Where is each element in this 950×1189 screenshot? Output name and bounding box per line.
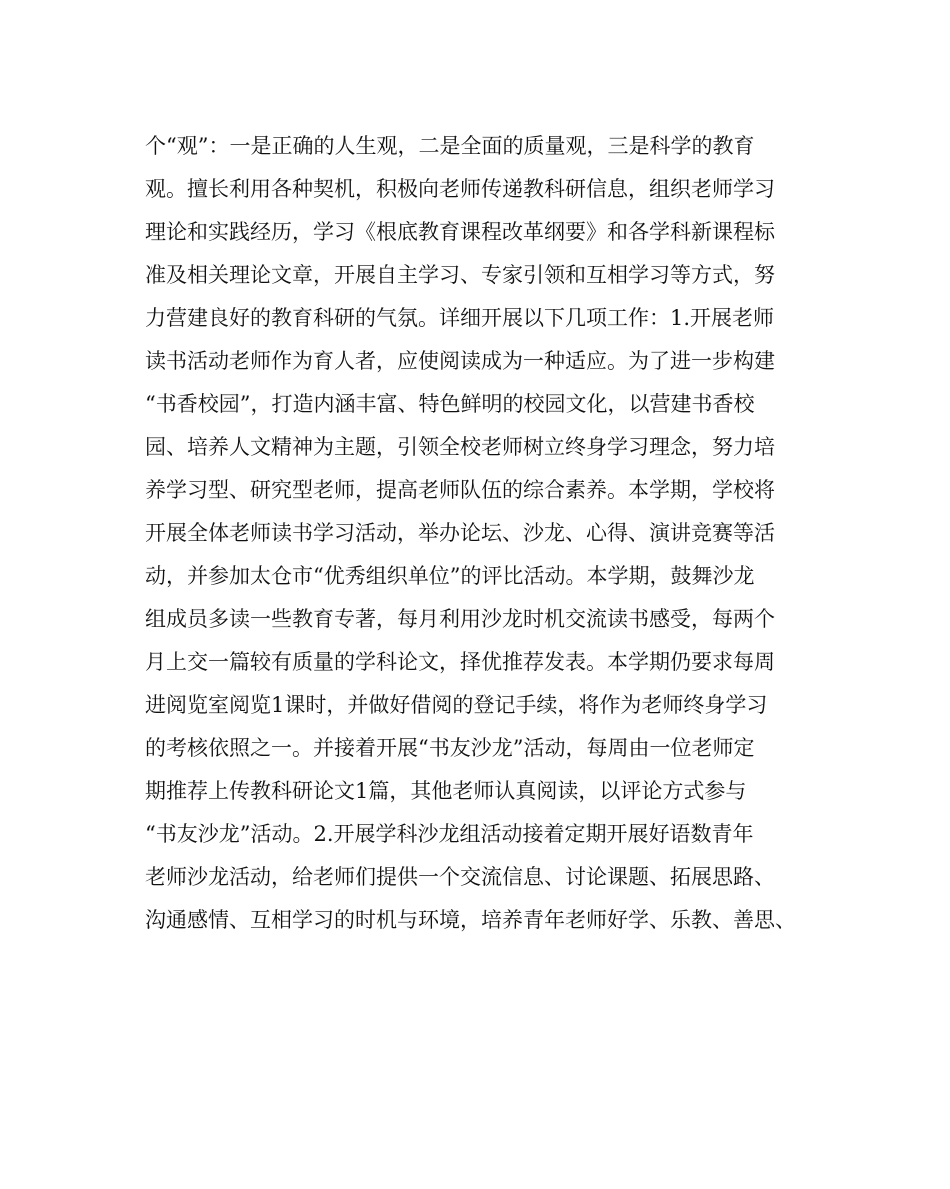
text-line: 力营建良好的教育科研的气氛。详细开展以下几项工作：1.开展老师 (145, 306, 775, 330)
text-line: 开展全体老师读书学习活动，举办论坛、沙龙、心得、演讲竞赛等活 (145, 521, 775, 545)
text-line: 的考核依照之一。并接着开展“书友沙龙”活动，每周由一位老师定 (145, 736, 755, 760)
text-line: 沟通感情、互相学习的时机与环境，培养青年老师好学、乐教、善思、 (145, 908, 796, 932)
text-line: 进阅览室阅览1课时，并做好借阅的登记手续，将作为老师终身学习 (145, 693, 768, 717)
text-line: 读书活动老师作为育人者，应使阅读成为一种适应。为了进一步构建 (145, 349, 775, 373)
text-line: 园、培养人文精神为主题，引领全校老师树立终身学习理念，努力培 (145, 435, 775, 459)
text-line: 养学习型、研究型老师，提高老师队伍的综合素养。本学期，学校将 (145, 478, 775, 502)
text-line: 理论和实践经历，学习《根底教育课程改革纲要》和各学科新课程标 (145, 220, 775, 244)
text-line: 月上交一篇较有质量的学科论文，择优推荐发表。本学期仍要求每周 (145, 650, 775, 674)
text-line: 观。擅长利用各种契机，积极向老师传递教科研信息，组织老师学习 (145, 177, 775, 201)
text-line: “书友沙龙”活动。2.开展学科沙龙组活动接着定期开展好语数青年 (145, 822, 754, 846)
text-line: “书香校园”，打造内涵丰富、特色鲜明的校园文化，以营建书香校 (145, 392, 755, 416)
text-line: 个“观”：一是正确的人生观，二是全面的质量观，三是科学的教育 (145, 134, 755, 158)
text-line: 准及相关理论文章，开展自主学习、专家引领和互相学习等方式，努 (145, 263, 775, 287)
text-line: 动，并参加太仓市“优秀组织单位”的评比活动。本学期，鼓舞沙龙 (145, 564, 755, 588)
text-line: 期推荐上传教科研论文1篇，其他老师认真阅读，以评论方式参与 (145, 779, 747, 803)
text-line: 组成员多读一些教育专著，每月利用沙龙时机交流读书感受，每两个 (145, 607, 775, 631)
body-text (145, 125, 825, 942)
text-line: 老师沙龙活动，给老师们提供一个交流信息、讨论课题、拓展思路、 (145, 865, 775, 889)
